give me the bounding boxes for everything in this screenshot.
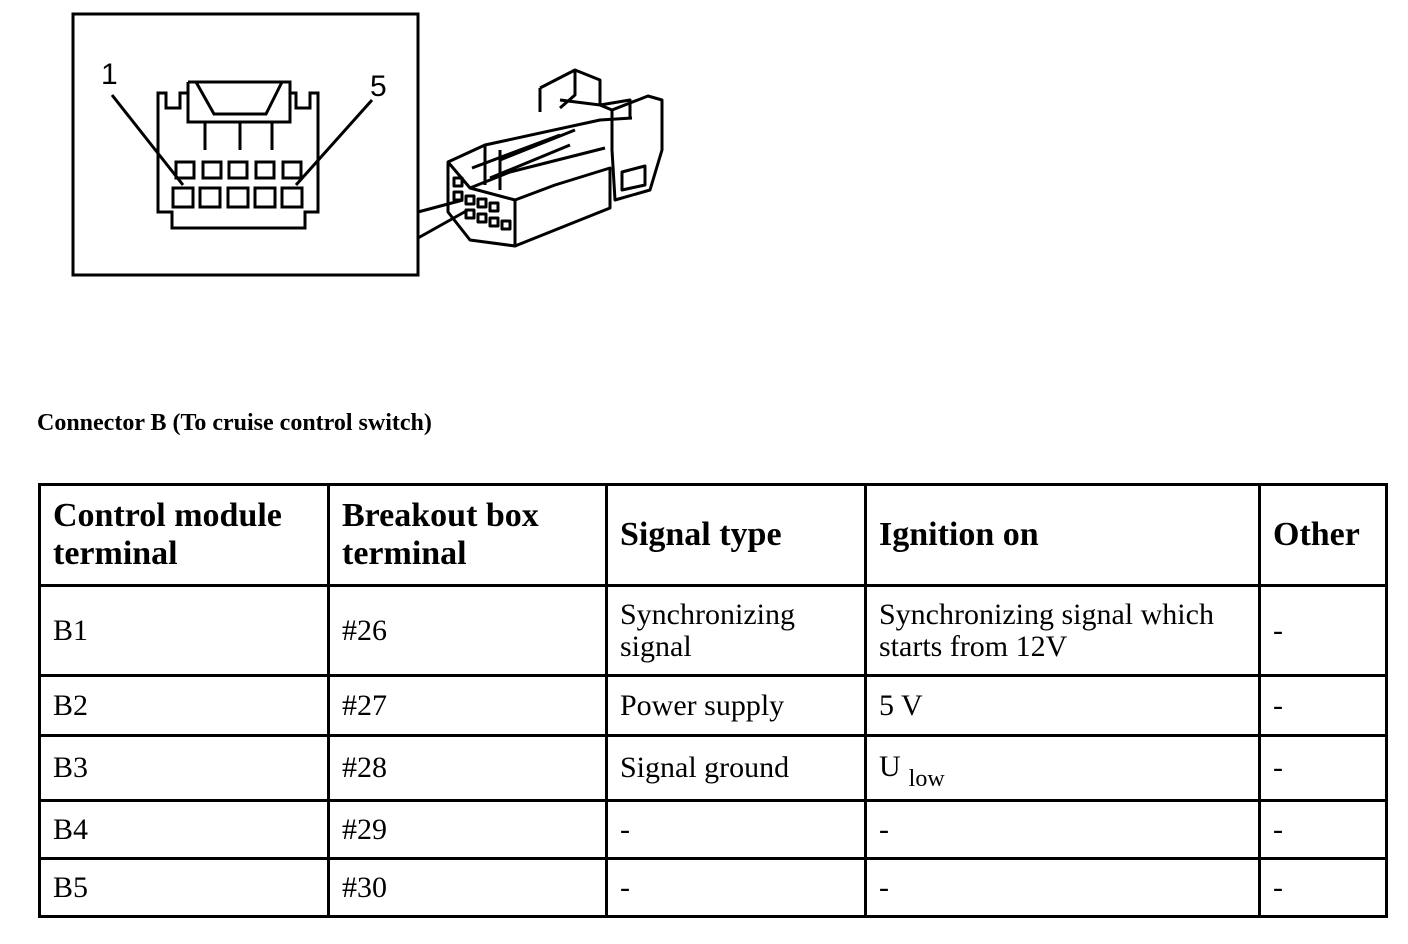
pin-spec-table [38,483,1388,918]
cell-signal-type: Synchronizing signal [607,586,866,676]
cell-signal-type: Power supply [607,676,866,736]
cell-breakout-box-terminal: #28 [329,736,607,801]
table-row [40,859,1387,917]
cell-signal-type: - [607,859,866,917]
cell-ignition-on: 5 V [866,676,1260,736]
cell-breakout-box-terminal: #26 [329,586,607,676]
table-row [40,586,1387,676]
cell-control-module-terminal: B4 [40,801,329,859]
cell-other: - [1260,736,1387,801]
inset-frame [73,14,418,275]
table-row [40,736,1387,801]
ignition-symbol: U [879,750,901,783]
connector-3d [448,70,662,246]
table-row [40,676,1387,736]
cell-control-module-terminal: B2 [40,676,329,736]
pin-label-1: 1 [101,58,118,91]
cell-signal-type: Signal ground [607,736,866,801]
cell-ignition-on [866,736,1260,801]
connector-face [112,82,372,228]
table-header-row [40,485,1387,586]
cell-control-module-terminal: B3 [40,736,329,801]
header-signal-type: Signal type [607,485,866,586]
cell-other: - [1260,586,1387,676]
cell-other: - [1260,801,1387,859]
connector-diagram [0,0,700,290]
header-control-module-terminal: Control module terminal [40,485,329,586]
cell-signal-type: - [607,801,866,859]
cell-ignition-on: - [866,859,1260,917]
cell-control-module-terminal: B1 [40,586,329,676]
cell-breakout-box-terminal: #30 [329,859,607,917]
ignition-subscript: low [908,766,945,792]
header-other: Other [1260,485,1387,586]
cell-other: - [1260,676,1387,736]
header-breakout-box-terminal: Breakout box terminal [329,485,607,586]
header-ignition-on: Ignition on [866,485,1260,586]
pin-label-5: 5 [370,70,387,103]
cell-ignition-on: Synchronizing signal which starts from 12V [866,586,1260,676]
connector-caption: Connector B (To cruise control switch) [37,410,432,436]
cell-other: - [1260,859,1387,917]
cell-breakout-box-terminal: #29 [329,801,607,859]
table-row [40,801,1387,859]
cell-control-module-terminal: B5 [40,859,329,917]
callout-lines [418,200,468,238]
cell-ignition-on: - [866,801,1260,859]
cell-breakout-box-terminal: #27 [329,676,607,736]
